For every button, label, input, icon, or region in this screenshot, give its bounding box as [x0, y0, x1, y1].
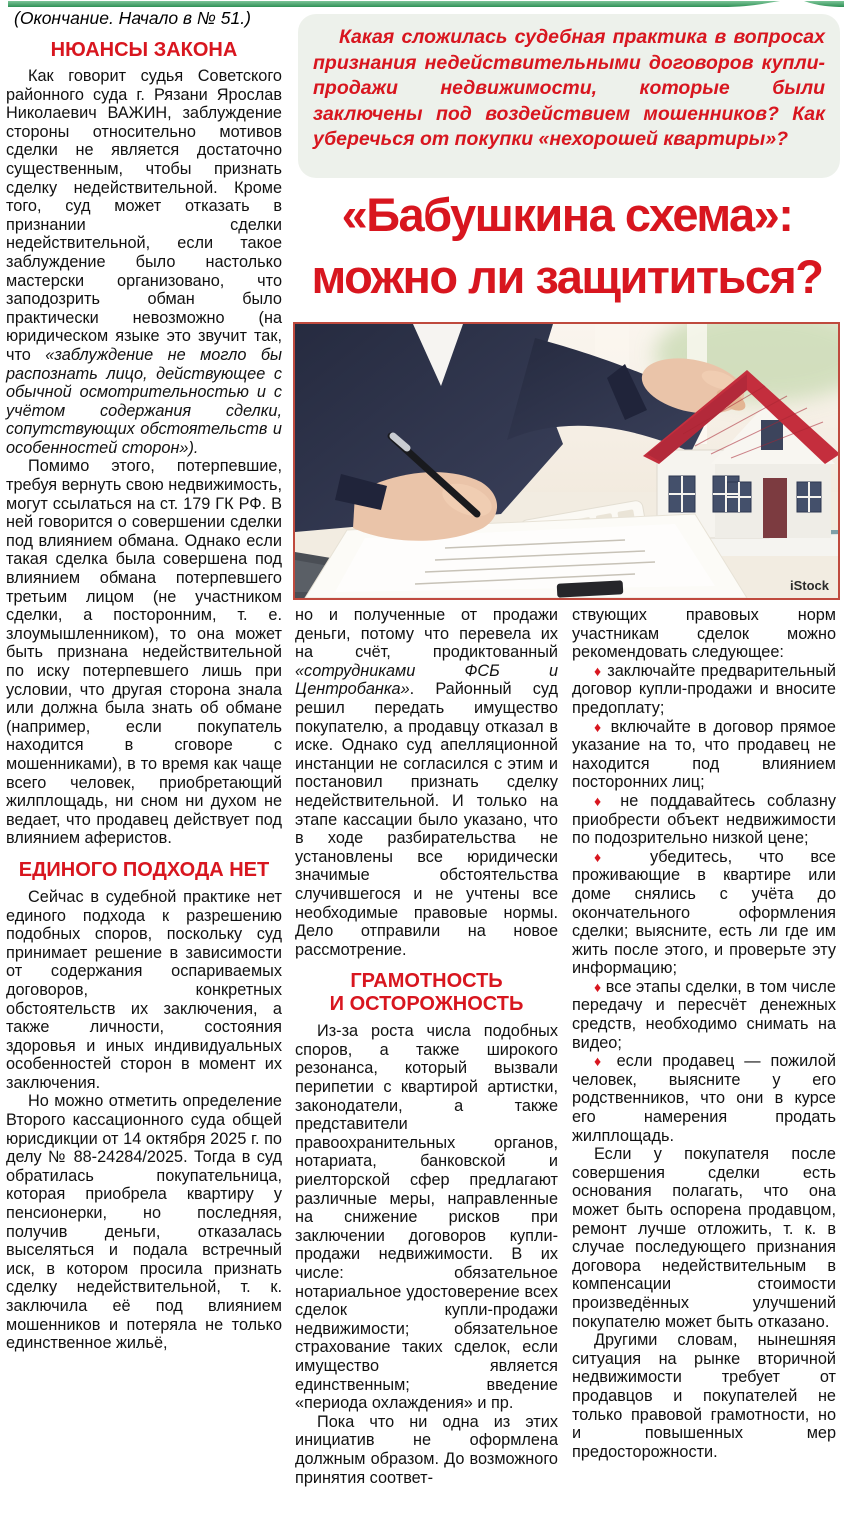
paragraph-quote: «сотрудниками ФСБ и Центробанка»: [295, 661, 558, 699]
paragraph: Другими словам, нынешняя ситуация на рынке вторичной недвижимости требует от продавцов и покупателей не только правовой грамотности, но и повышенных мер предосторожности.: [572, 1331, 836, 1461]
continuation-note: (Окончание. Начало в № 51.): [14, 8, 251, 28]
bullet-item: [572, 718, 836, 792]
article-title-line1: «Бабушкина схема»:: [341, 188, 793, 241]
heading-literacy-line1: ГРАМОТНОСТЬ: [350, 970, 503, 993]
bullet-text: включайте в договор прямое указание на то, что продавец не находится под влиянием посторонних лиц;: [572, 717, 836, 792]
paragraph: [6, 67, 282, 457]
question-box: [298, 14, 840, 178]
article-photo: [293, 322, 840, 600]
diamond-icon: ♦: [594, 792, 609, 809]
diamond-icon: ♦: [594, 662, 602, 679]
paragraph-text: Как говорит судья Советского районного суда г. Рязани Ярослав Николаевич ВАЖИН, заблуждение стороны относительно мотивов сделки не является достаточно существенным, чтобы признать сделку недействительной. Кроме того, суд может отказать в признании сделки недействительной, если такое заблуждение было настолько мастерски организовано, что заподозрить обман было практически невозможно (на юридическом языке это звучит так, что: [6, 67, 282, 364]
heading-literacy: [295, 970, 558, 1016]
photo-illustration: [295, 324, 838, 598]
paragraph: Но можно отметить определение Второго кассационного суда общей юрисдикции от 14 октября 2025 г. по делу № 88-24284/2025. Тогда в суд обратилась покупательница, которая приобрела квартиру у пенсионерки, но последняя, получив деньги, отказалась выселяться и подала встречный иск, в котором просила признать сделку недействительной, т. к. заключила её под влиянием мошенников и потеряла не только единственное жильё,: [6, 1092, 282, 1353]
paragraph: Пока что ни одна из этих инициатив не оформлена должным образом. До возможного принятия соответ-: [295, 1412, 558, 1487]
paragraph: ствующих правовых норм участникам сделок можно рекомендовать следующее:: [572, 606, 836, 662]
paragraph-text: . Районный суд решил передать имущество покупателю, а продавцу отказал в иске. Однако суд апелляционной инстанции не согласился с этим и постановил признать сделку недействительной. И только на этапе кассации было указано, что в ходе разбирательства не установлены все юридически значимые обстоятельства случившегося и не учтены все необходимые правовые нормы. Дело отправили на новое рассмотрение.: [295, 680, 558, 959]
paragraph: Помимо этого, потерпевшие, требуя вернуть свою недвижимость, могут ссылаться на ст. 179 ГК РФ. В ней говорится о совершении сделки под влиянием обмана. Однако если такая сделка была совершена под влиянием обмана потерпевшего третьим лицом (не участником сделки, а посторонним, т. е. злоумышленником), то она может быть признана недействительной по иску потерпевшего лишь при условии, что другая сторона знала или должна была знать об обмане (например, если покупатель находится в сговоре с мошенниками), в то время как чаще всего человек, приобретающий жилплощадь, ни сном ни духом не ведает, что продавец действует под влиянием аферистов.: [6, 457, 282, 848]
bullet-item: [572, 792, 836, 848]
bullet-item: [572, 1052, 836, 1145]
column-left: [6, 36, 282, 1353]
article-title: [292, 184, 842, 308]
column-middle: [295, 606, 558, 1487]
bullet-item: [572, 662, 836, 718]
diamond-icon: ♦: [594, 718, 604, 735]
paragraph-quote: «заблуждение не могло бы распознать лицо, действующее с обычной осмотрительностью и с учётом содержания сделки, сопутствующих обстоятельств и особенностей сторон»).: [6, 345, 282, 457]
bullet-text: все этапы сделки, в том числе передачу и пересчёт денежных средств, необходимо снимать на видео;: [572, 977, 836, 1052]
bullet-text: не поддавайтесь соблазну приобрести объект недвижимости по подозрительно низкой цене;: [572, 791, 836, 848]
bullet-text: заключайте предварительный договор купли-продажи и вносите предоплату;: [572, 661, 836, 717]
bullet-text: убедитесь, что все проживающие в квартире или доме снялись с учёта до окончательного оформления сделки; выясните, есть ли где им жить после этого, и проверьте эту информацию;: [572, 847, 836, 978]
column-right: [572, 606, 836, 1461]
article-title-line2: можно ли защититься?: [311, 250, 823, 303]
heading-nuances: НЮАНСЫ ЗАКОНА: [50, 39, 238, 61]
paragraph: [295, 606, 558, 959]
paragraph: Если у покупателя после совершения сделки есть основания полагать, что она может быть оспорена продавцом, ремонт лучше отложить, т. к. в случае последующего признания договора недействительным в компенсации стоимости произведённых улучшений покупателю может быть отказано.: [572, 1145, 836, 1331]
bullet-text: если продавец — пожилой человек, выясните у его родственников, что они в курсе его намерения продать жилплощадь.: [572, 1052, 836, 1145]
house-door: [763, 478, 787, 538]
diamond-icon: ♦: [594, 1053, 607, 1070]
paragraph: Из-за роста числа подобных споров, а также широкого резонанса, который вызвали перипетии с квартирой артистки, законодатели, а также представители правоохранительных органов, нотариата, банковской и риелторской сфер предлагают различные меры, направленные на снижение рисков при заключении договоров купли-продажи недвижимости. В их числе: обязательное нотариальное удостоверение всех сделок купли-продажи недвижимости; обязательное страхование таких сделок, если имущество является единственным; введение «периода охлаждения» и пр.: [295, 1022, 558, 1413]
heading-literacy-line2: И ОСТОРОЖНОСТЬ: [329, 993, 524, 1016]
diamond-icon: ♦: [594, 848, 624, 865]
diamond-icon: ♦: [594, 978, 602, 995]
photo-credit: iStock: [789, 578, 829, 593]
bullet-item: [572, 978, 836, 1052]
heading-no-single-approach: ЕДИНОГО ПОДХОДА НЕТ: [18, 858, 270, 881]
question-text: Какая сложилась судебная практика в вопросах признания недействительными договоров купли-продажи недвижимости, которые были заключены под воздействием мошенников? Как уберечься от покупки «нехорошей квартиры»?: [313, 26, 825, 151]
paragraph: Сейчас в судебной практике нет единого подхода к разрешению подобных споров, поскольку суд принимает решение в зависимости от содержания оспариваемых договоров, конкретных обстоятельств их заключения, а также личности, состояния здоровья и иных индивидуальных особенностей сторон в момент их заключения.: [6, 887, 282, 1092]
paragraph-text: но и полученные от продажи деньги, потому что перевела их на счёт, продиктованный: [295, 606, 558, 662]
bullet-item: [572, 848, 836, 978]
